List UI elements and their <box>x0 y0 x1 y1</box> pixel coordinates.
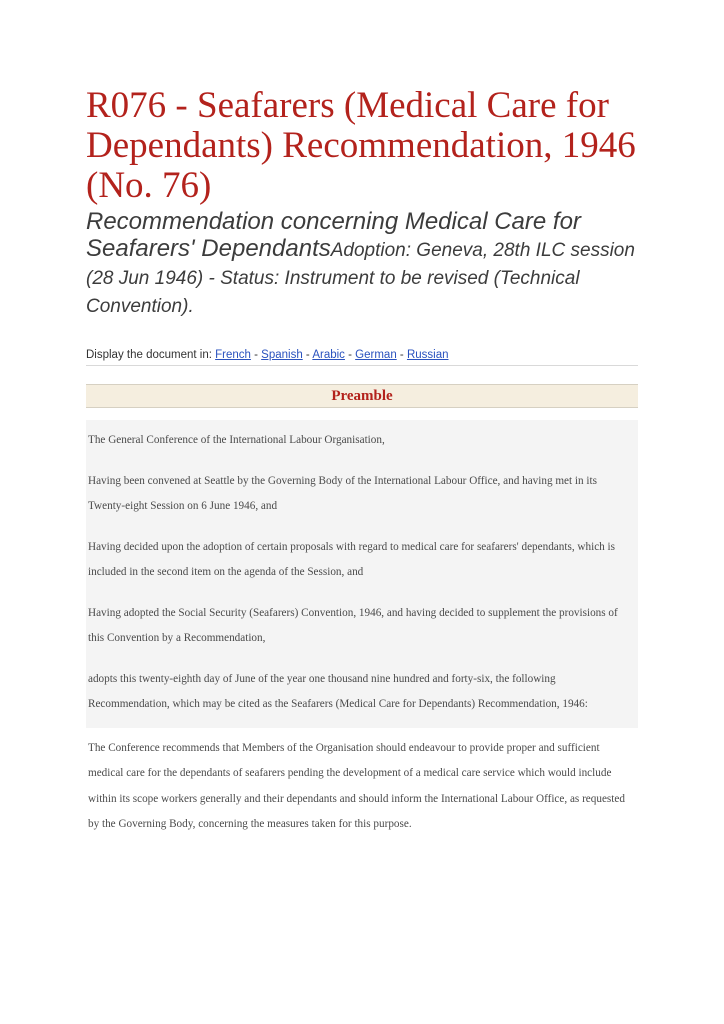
preamble-paragraph: Having been convened at Seattle by the Governing Body of the International Labour Office, and having met in its Twenty-eight Session on 6 June 1946, and <box>88 474 597 512</box>
language-link-russian[interactable]: Russian <box>406 349 449 361</box>
document-subtitle-block <box>86 208 638 319</box>
document-title: R076 - Seafarers (Medical Care for Dependants) Recommendation, 1946 (No. 76) <box>86 85 636 206</box>
preamble-paragraph: Having decided upon the adoption of certain proposals with regard to medical care for seafarers' dependants, which is included in the second item on the agenda of the Session, and <box>88 540 616 578</box>
adoption-info: Adoption: Geneva, 28th ILC session (28 Jun 1946) - Status: Instrument to be revised (Technical Convention). <box>86 240 635 317</box>
preamble-heading: Preamble <box>86 384 638 408</box>
operative-paragraph: The Conference recommends that Members of the Organisation should endeavour to provide proper and sufficient medical care for the dependants of seafarers pending the development of a medical care service which would include within its scope workers generally and their dependants and should inform the International Labour Office, as requested by the Governing Body, concerning the measures taken for this purpose. <box>88 741 625 830</box>
separator: - <box>302 349 313 361</box>
document-page <box>86 86 638 842</box>
separator: - <box>250 349 262 361</box>
language-link-spanish[interactable]: Spanish <box>261 349 303 361</box>
separator: - <box>396 349 407 361</box>
document-subtitle: Recommendation concerning Medical Care for Seafarers' Dependants <box>86 208 581 262</box>
preamble-paragraph: The General Conference of the International Labour Organisation, <box>88 434 385 446</box>
language-link-arabic[interactable]: Arabic <box>312 349 345 361</box>
preamble-section <box>86 420 638 728</box>
preamble-paragraph: adopts this twenty-eighth day of June of the year one thousand nine hundred and forty-six, the following Recommendation, which may be cited as the Seafarers (Medical Care for Dependants) Recommendation, 1946: <box>88 672 588 710</box>
language-selector <box>86 347 638 366</box>
language-link-german[interactable]: German <box>355 349 397 361</box>
preamble-paragraph: Having adopted the Social Security (Seafarers) Convention, 1946, and having decided to supplement the provisions of this Convention by a Recommendation, <box>88 606 618 644</box>
language-link-french[interactable]: French <box>215 349 251 361</box>
display-label: Display the document in: <box>86 349 212 361</box>
separator: - <box>344 349 356 361</box>
